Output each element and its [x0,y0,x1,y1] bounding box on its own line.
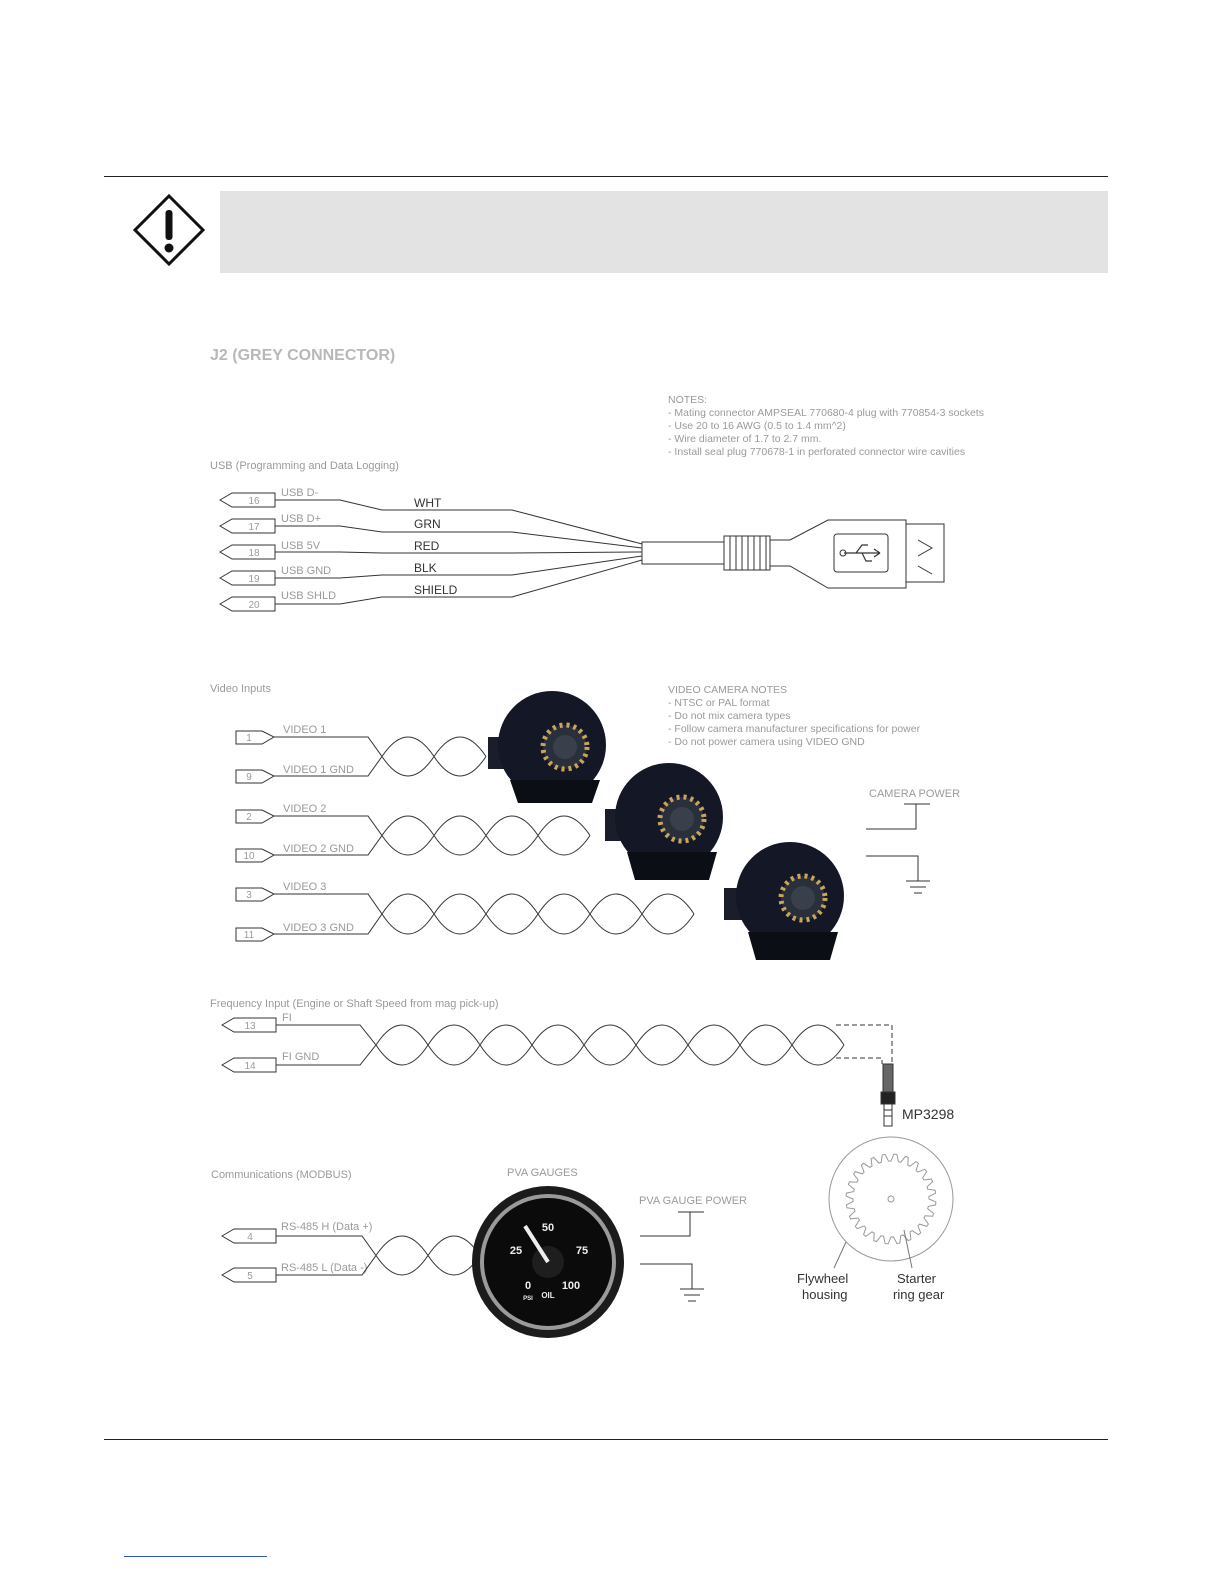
video1-twisted-pair [274,737,486,776]
note-item: - Use 20 to 16 AWG (0.5 to 1.4 mm^2) [668,420,846,432]
note-item: - Wire diameter of 1.7 to 2.7 mm. [668,433,822,445]
video-signal-label: VIDEO 1 [283,724,327,736]
video-pin-number: 1 [246,733,252,744]
video-pin-number: 2 [246,812,252,823]
video-pin-tags [236,731,274,941]
pva-gauge-power-label: PVA GAUGE POWER [639,1195,747,1207]
wire-color-label: WHT [414,496,442,510]
usb-signal-label: USB D- [281,487,319,499]
footer-link[interactable] [124,1556,267,1557]
gauge-tick: 50 [541,1222,555,1234]
pva-gauges-label: PVA GAUGES [507,1167,578,1179]
ring-gear-label: Starter [897,1271,937,1286]
video-signal-label: VIDEO 2 [283,803,327,815]
sensor-label: MP3298 [902,1106,955,1122]
camera-power-label: CAMERA POWER [869,788,961,800]
usb-signal-label: USB D+ [281,513,322,525]
fi-signal-label: FI GND [282,1051,320,1063]
video-heading: Video Inputs [210,683,271,695]
camera-1 [488,691,606,803]
usb-pin-number: 19 [248,574,260,585]
video-note-item: - Follow camera manufacturer specifications for power [668,723,921,735]
video-note-item: - Do not power camera using VIDEO GND [668,736,865,748]
video-pin-number: 11 [243,930,255,941]
video-signal-label: VIDEO 3 [283,881,327,893]
rs485-signal-label: RS-485 H (Data +) [281,1221,373,1233]
video2-twisted-pair [274,816,590,855]
rs485-signal-label: RS-485 L (Data -) [281,1262,368,1274]
usb-pin-number: 18 [248,548,260,559]
wire-color-label: SHIELD [414,583,458,597]
comms-pin-number: 4 [247,1232,253,1243]
fi-pin-number: 14 [244,1061,256,1072]
video-notes-heading: VIDEO CAMERA NOTES [668,684,788,696]
flywheel-label: housing [802,1287,848,1302]
video-signal-label: VIDEO 1 GND [283,764,354,776]
gauge-tick: 75 [575,1245,589,1257]
wire-color-label: RED [414,539,440,553]
fi-twisted-pair [276,1025,844,1065]
notes-heading: NOTES: [668,394,708,406]
section-title: J2 (GREY CONNECTOR) [210,347,396,364]
camera-2 [605,763,723,880]
video-note-item: - Do not mix camera types [668,710,791,722]
usb-pin-number: 17 [248,522,260,533]
ring-gear [846,1154,936,1244]
gauge-name: OIL [541,1291,555,1300]
fi-pin-number: 13 [244,1021,256,1032]
usb-signal-label: USB GND [281,565,332,577]
frequency-heading: Frequency Input (Engine or Shaft Speed from mag pick-up) [210,998,499,1010]
note-item: - Mating connector AMPSEAL 770680-4 plug with 770854-3 sockets [668,407,984,419]
video-pin-number: 10 [243,851,255,862]
pva-gauge [472,1186,624,1338]
gauge-tick: 0 [524,1280,532,1292]
note-item: - Install seal plug 770678-1 in perforated connector wire cavities [668,446,966,458]
usb-pin-number: 16 [248,496,260,507]
usb-signal-label: USB 5V [281,540,321,552]
gauge-tick: 100 [561,1280,581,1292]
fi-signal-label: FI [282,1012,292,1024]
video-pin-number: 3 [246,890,252,901]
video3-twisted-pair [274,894,694,934]
usb-signal-label: USB SHLD [281,590,337,602]
comms-heading: Communications (MODBUS) [211,1169,352,1181]
gauge-tick: 25 [509,1245,523,1257]
gauge-unit: PSI [523,1296,533,1302]
video-note-item: - NTSC or PAL format [668,697,770,709]
video-pin-number: 9 [246,772,252,783]
camera-3 [724,842,844,960]
video-signal-label: VIDEO 3 GND [283,922,354,934]
video-signal-label: VIDEO 2 GND [283,843,354,855]
rs485-twisted-pair [276,1236,480,1275]
usb-pin-number: 20 [248,600,260,611]
wire-color-label: BLK [414,561,437,575]
flywheel-label: Flywheel [797,1271,849,1286]
ring-gear-label: ring gear [893,1287,945,1302]
comms-pin-number: 5 [247,1271,253,1282]
wire-color-label: GRN [414,517,441,531]
usb-heading: USB (Programming and Data Logging) [210,460,399,472]
